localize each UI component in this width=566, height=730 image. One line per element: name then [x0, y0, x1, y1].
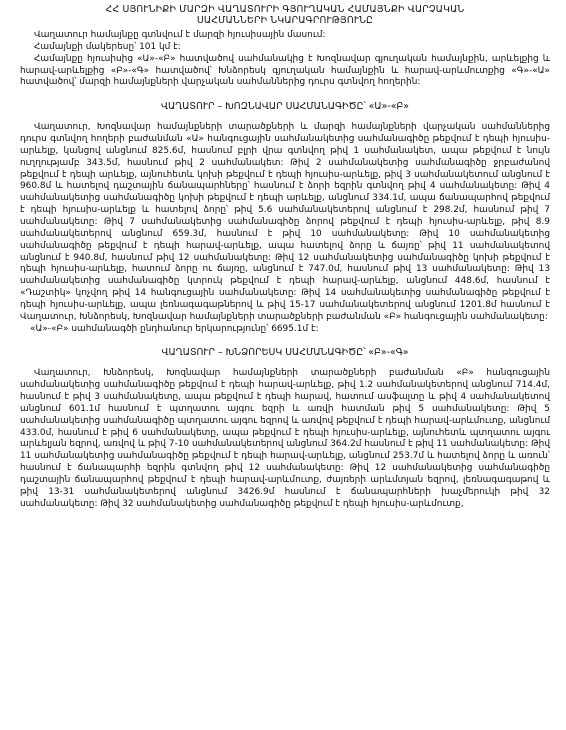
section-2-heading: ՎԱՂԱՏՈՒՐ – ԽՆՁՈՐԵՍԿ ՍԱՀՄԱՆԱԳԻԾԸ՝ «Բ»-«Գ»	[161, 347, 409, 359]
intro-area: Համայնքի մակերեսը՝ 101 կմ է:	[34, 41, 181, 52]
section-1-paragraph: Վաղատուր, Խոզնավար համայնքների տարածքների և մարզի համայնքների վարչական սահմաններից դուրս գտնվող հողերի բաժանման «Ա» հանգուցային սահմանակետից սահմանագիծը թեքվում է դեպի հյուսիս-արևելք, կանցով անցնում 825.6մ, հասնում բլրի վրա գտնվող թիվ 1 սահմանակետ, ապա թեքվում է նույն ուղղությամբ 343.5մ, հասնում թիվ 2 սահմանակետ: Թիվ 2 սահմանակետից սահմանագիծը ջրբաժանով թեքվում է դեպի արևելք, այնուհետև կոխի թեքվում է դեպի հյուսիս-արևելք, թիվ 3 սահմանակետում անցնում է 960.8մ և հատելով դաշտային ճանապարհները՝ հասնում է ձորի եզրին գտնվող թիվ 4 սահմանակետը: Թիվ 4 սահմանակետից սահմանագիծը կոխի թեքվում է դեպի արևելք, անցնում 334.1մ, ապա ճանապարհով թեքվում է դեպի հյուսիս-արևելք և հատելով ձորը՝ թիվ 5.6 սահմանակետերով անցնում է 298.2մ, հասնում թիվ 7 սահմանակետը: Թիվ 7 սահմանակետից սահմանագիծը ձորով թեքվում է դեպի հյուսիս-արևելք, թիվ 8.9 սահմանակետերով անցնում 659.3մ, հասնում է թիվ 10 սահմանակետը: Թիվ 10 սահմանակետից սահմանագիծը թեքվում է դեպի հարավ-արևելք, ապա հատելով ձորը և ճայռը՝ թիվ 11 սահմանակետով անցնում է 940.8մ, հասնում թիվ 12 սահմանակետը: Թիվ 12 սահմանակետից սահմանագիծը կոխի թեքվում է դեպի հյուսիս-արևելք, հատում ձորը ու ճայռը, անցնում է 747.0մ, հասնում թիվ 13 սահմանակետը: Թիվ 13 սահմանակետից սահմանագիծը կտրուկ թեքվում է դեպի հարավ-արևելք, անցնում 448.6մ, հասնում է «Դաշտիկ» կոչվող թիվ 14 հանգուցային սահմանակետը: Թիվ 14 սահմանակետից սահմանագիծը թեքվում է դեպի հյուսիս-արևելք, ապա լեռնագագաթներով և թիվ 15-17 սահմանակետերով անցնում 1201.8մ հասնում է Վաղատուր, Խնձորեսկ, Խոզնավար համայնքների տարածքների բաժանման «Բ» հանգուցային սահմանակետը:	[20, 122, 550, 322]
section-1-heading: ՎԱՂԱՏՈՒՐ – ԽՈԶՆԱՎԱՐ ՍԱՀՄԱՆԱԳԻԾԸ՝ «Ա»-«Բ»	[160, 101, 410, 113]
section-1-total	[20, 324, 550, 336]
document-page	[20, 4, 550, 511]
document-title-line-2: ՍԱՀՄԱՆՆԵՐԻ ՆԿԱՐԱԳՐՈՒԹՅՈՒՆԸ	[196, 15, 374, 26]
intro-location: Վաղատուր համայնքը գտնվում է մարզի հյուսիսային մասում:	[34, 30, 326, 40]
section-1-total-label: «Ա»-«Բ» սահմանագծի ընդհանուր երկարությունը՝	[30, 323, 269, 334]
section-1-total-value: 6695.1մ է:	[271, 323, 319, 334]
document-title-line-1: ՀՀ ՍՅՈՒՆԻՔԻ ՄԱՐԶԻ ՎԱՂԱՏՈՒՐԻ ԳՅՈՒՂԱԿԱՆ ՀԱՄԱՅՆՔԻ ՎԱՐՉԱԿԱՆ	[105, 4, 465, 15]
section-2-paragraph: Վաղատուր, Խնձորեսկ, Խոզնավար համայնքների տարածքների բաժանման «Բ» հանգուցային սահմանակետից սահմանագիծը թեքվում է դեպի հարավ-արևելք, թիվ 1.2 սահմանակետերով անցնում 714.4մ, հասնում է թիվ 3 սահմանակետը, ապա թեքվում է դեպի հարավ, հատում ասֆալտը և թիվ 4 սահմանակետով անցնում 601.1մ հասնում է պտղատու այգու եզրի և առվի հատման թիվ 5 սահմանակետը: Թիվ 5 սահմանակետից սահմանագիծը պտղատու այգու եզրով և առվով թեքվում է դեպի հարավ-արևմուտք, անցնում 433.0մ, հասնում է թիվ 6 սահմանակետը, ապա թեքվում է դեպի հյուսիս-արևելք, այնուհետև պտղատու այգու արևելյան եզրով, առվով և թիվ 7-10 սահմանակետերով անցնում 364.2մ հասնում է թիվ 11 սահմանակետը: Թիվ 11 սահմանակետից սահմանագիծը թեքվում է դեպի հարավ-արևելք, անցնում 253.7մ և հատելով ձորը և առուն՝ հասնում է ճանապարհի եզրին գտնվող թիվ 12 սահմանակետը: Թիվ 12 սահմանակետից սահմանագիծը դաշտային ճանապարհով թեքվում է դեպի հարավ-արևմուտք, ժայռերի արևմտյան եզրով, լեռնագագաթով և թիվ 13-31 սահմանակետերով անցնում 3426.9մ հասնում է ճանապարհների խաչմերուկի թիվ 32 սահմանակետը: Թիվ 32 սահմանակետից սահմանագիծը թեքվում է դեպի հյուսիս-արևմուտք,	[20, 368, 550, 509]
intro-borders: Համայնքը հյուսիսից «Ա»-«Բ» հատվածով սահմանակից է Խոզնավար գյուղական համայնքին, արևելքից և հարավ-արևելքից «Բ»-«Գ» հատվածով՝ Խնձորեսկ գյուղական համայնքին և հարավ-արևմուտքից «Գ»-«Ա» հատվածով՝ մարզի համայնքների վարչական սահմաններից դուրս գտնվող հողերին:	[20, 53, 550, 88]
